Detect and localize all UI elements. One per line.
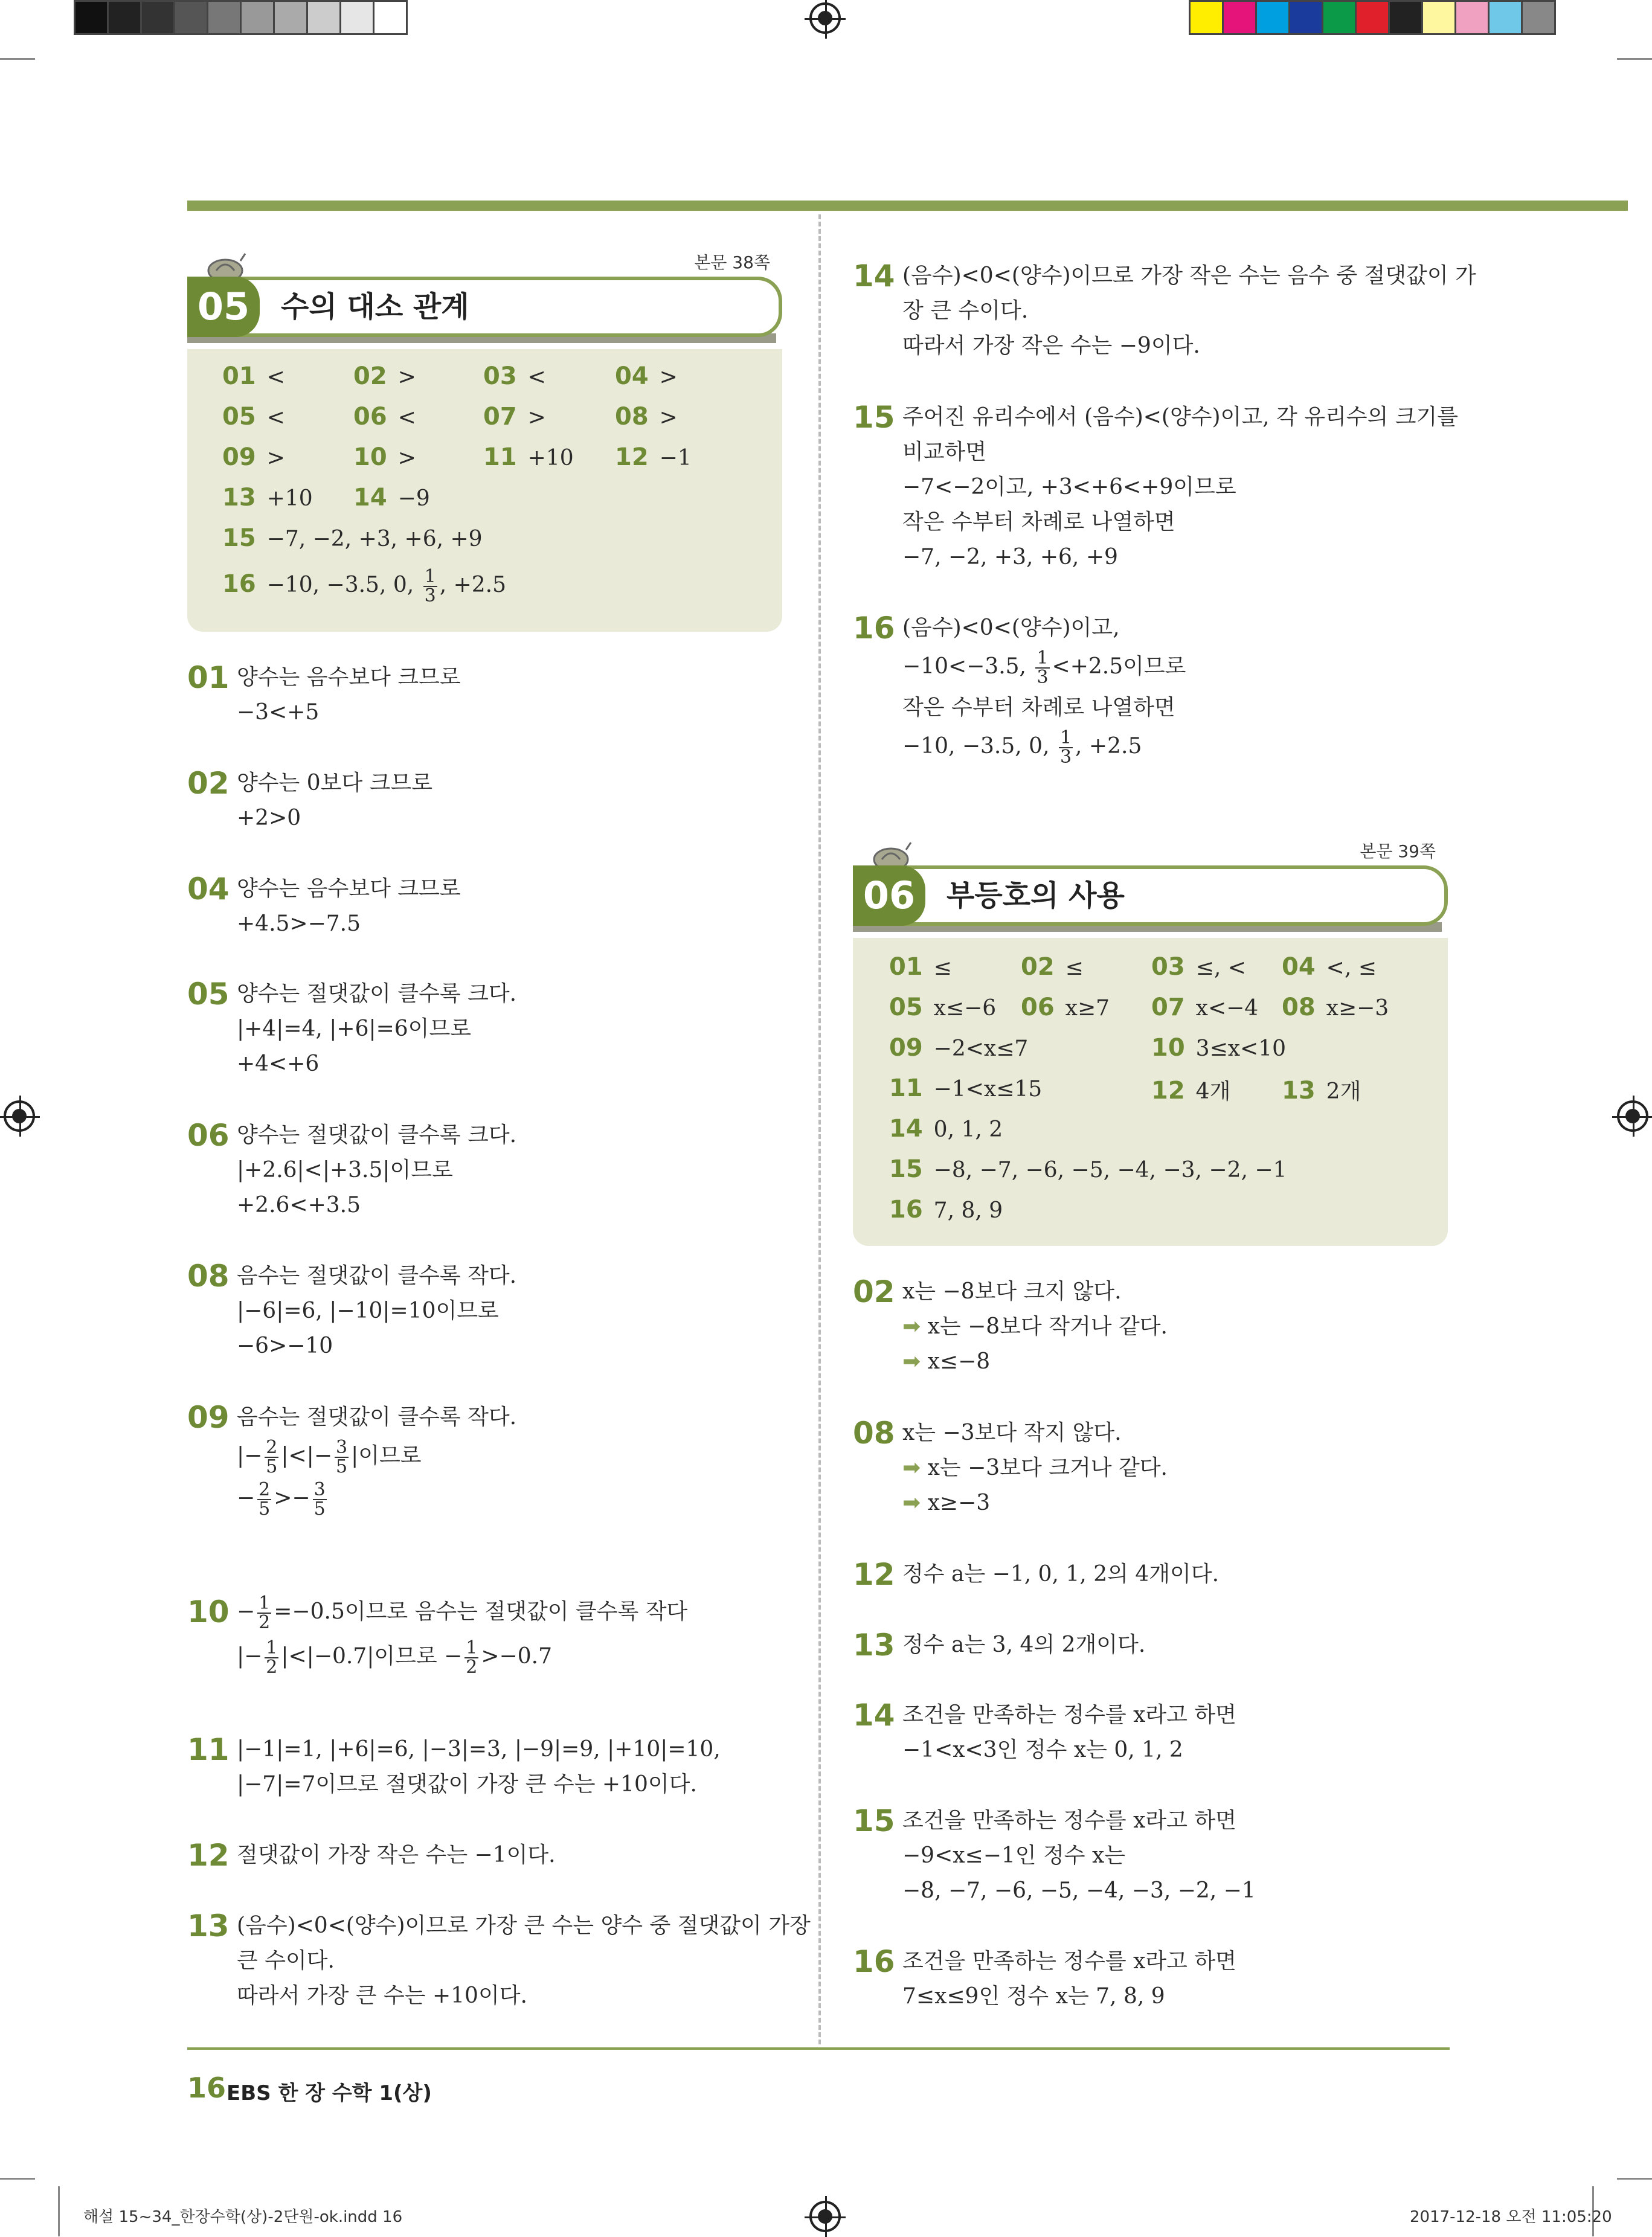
cmyk-color-bar [1189,0,1554,35]
top-rule [187,201,1628,211]
answer: 16 −10, −3.5, 0, $\frac{1}{3}$ , +2.5 [222,566,507,606]
answer: 07 x<−4 [1151,993,1259,1021]
crop-mark [1617,58,1652,60]
slug-timestamp: 2017-12-18 오전 11:05:20 [1410,2208,1612,2226]
crop-mark [58,2186,60,2236]
arrow-right-icon: ➡ [902,1314,921,1339]
section-title: 부등호의 사용 [947,879,1125,913]
answer: 16 7, 8, 9 [889,1196,1003,1224]
answer: 10 3≤x<10 [1151,1034,1287,1062]
answer: 02 > [353,362,416,390]
bottom-rule [187,2047,1450,2050]
answer: 04 > [615,362,678,390]
crop-mark [1617,2178,1652,2180]
answer: 15 −7, −2, +3, +6, +9 [222,524,483,552]
answer: 14 0, 1, 2 [889,1115,1003,1143]
arrow-right-icon: ➡ [902,1349,921,1374]
column-divider [818,214,821,2044]
registration-mark-top [809,2,841,34]
answer: 14 −9 [353,484,430,512]
section-title: 수의 대소 관계 [281,290,469,324]
answer: 13 +10 [222,484,313,512]
answer: 10 > [353,443,416,471]
crop-mark [0,2178,35,2180]
slug-file-info: 해설 15~34_한장수학(상)-2단원-ok.indd 16 [83,2208,403,2226]
answer: 07 > [483,403,546,431]
answer: 08 x≥−3 [1282,993,1389,1021]
arrow-right-icon: ➡ [902,1491,921,1515]
arrow-right-icon: ➡ [902,1455,921,1480]
answer: 09 −2<x≤7 [889,1034,1029,1062]
grayscale-color-bar [74,0,406,35]
answer: 12 −1 [615,443,692,471]
section-05-header [187,252,782,349]
registration-mark-bottom [809,2201,841,2232]
answer: 15 −8, −7, −6, −5, −4, −3, −2, −1 [889,1155,1287,1183]
answer: 11 +10 [483,443,574,471]
page-number: 16 [187,2072,227,2104]
answer: 11 −1<x≤15 [889,1074,1043,1102]
answer: 01 ≤ [889,953,952,981]
answer: 13 2개 [1282,1077,1361,1105]
answer: 06 x≥7 [1021,993,1110,1021]
registration-mark-left [4,1100,35,1132]
answer: 02 ≤ [1021,953,1084,981]
section-number: 05 [187,277,260,337]
answer: 04 <, ≤ [1282,953,1377,981]
section-06-header [853,841,1448,938]
answer: 05 x≤−6 [889,993,997,1021]
answer: 01 < [222,362,285,390]
answer: 09 > [222,443,285,471]
answer: 12 4개 [1151,1077,1231,1105]
page-reference: 본문 39쪽 [1360,841,1436,861]
page-reference: 본문 38쪽 [694,252,770,272]
answer: 06 < [353,403,416,431]
book-title: EBS 한 장 수학 1(상) [227,2081,432,2105]
registration-mark-right [1617,1100,1648,1132]
answer: 03 ≤, < [1151,953,1246,981]
crop-mark [0,58,35,60]
answer: 03 < [483,362,546,390]
answer: 08 > [615,403,678,431]
answer: 05 < [222,403,285,431]
section-number: 06 [853,865,925,926]
